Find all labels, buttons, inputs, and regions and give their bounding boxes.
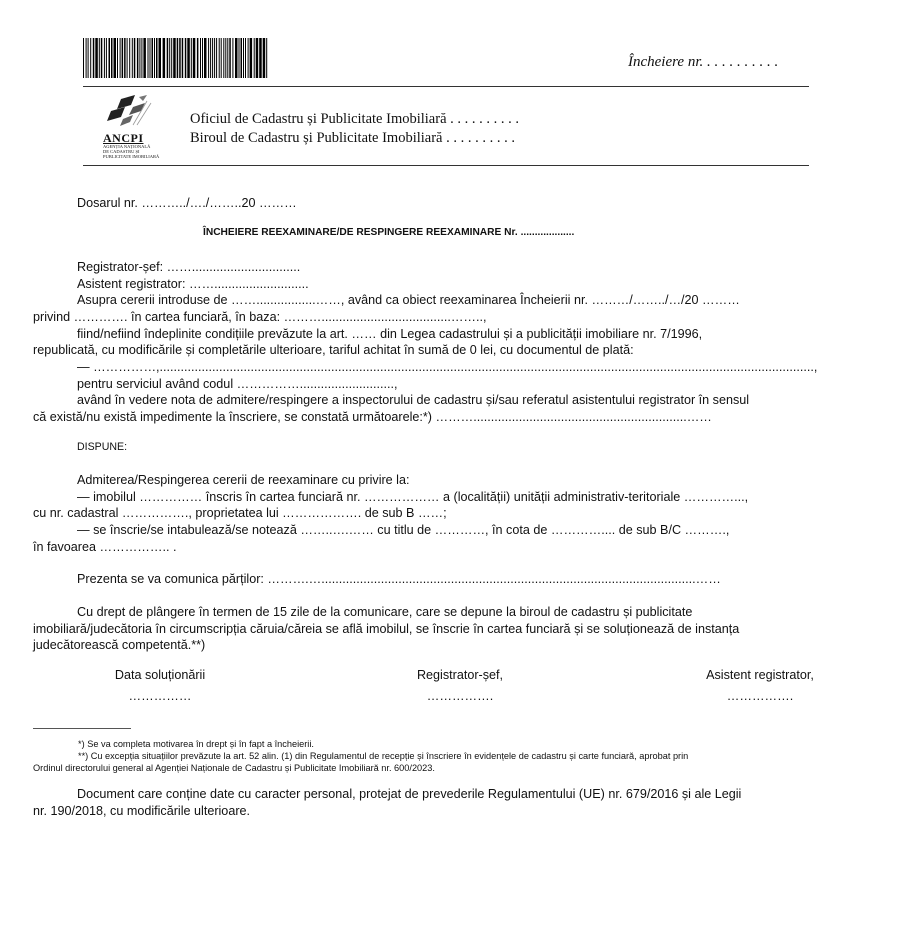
imobil-line-2: cu nr. cadastral ……………., proprietatea lui ………………. de sub B ……; — [33, 506, 447, 520]
inscrie-line-1: — se înscrie/se intabulează/se notează ……..….…… cu titlu de …………, în cota de ………….... de sub B/C ………., — [77, 523, 730, 537]
header-rule-top — [83, 86, 809, 87]
dosar-line: Dosarul nr. ………../…./……..20 ……… — [77, 196, 297, 210]
logo-subtext: AGENȚIA NAȚIONALĂ DE CADASTRU ȘI PUBLICITATE IMOBILIARĂ — [103, 144, 160, 159]
fiind-line-2: republicată, cu modificările și completările ulterioare, tariful achitat în sumă de 0 lei, cu documentul de plată: — [33, 343, 634, 357]
footnote-2-line-2: Ordinul directorului general al Agenției Naționale de Cadastru și Publicitate Imobiliară nr. 600/2023. — [33, 763, 435, 773]
fiind-line-1: fiind/nefiind îndeplinite condițiile prevăzute la art. …… din Legea cadastrului și a publicității imobiliare nr. 7/1996, — [77, 327, 703, 341]
logo-text: ANCPI — [103, 131, 144, 145]
signature-asistent-label: Asistent registrator, — [706, 668, 814, 682]
dispune-heading: DISPUNE: — [77, 441, 128, 453]
serviciu-line: pentru serviciul având codul ……………..........................., — [77, 377, 398, 391]
avand-line-2: că există/nu există impedimente la înscriere, se constată următoarele:*) ……….............................................................…… — [33, 410, 712, 424]
inscrie-line-2: în favoarea …………….. . — [33, 540, 177, 554]
footnote-1: *) Se va completa motivarea în drept și în fapt a încheierii. — [78, 739, 314, 749]
asupra-line-1: Asupra cererii introduse de …….................……, având ca obiect reexaminarea Încheierii nr. ………/……../…/20 ……… — [77, 293, 740, 307]
signature-registrator-label: Registrator-șef, — [416, 668, 504, 682]
personal-data-notice-line-2: nr. 190/2018, cu modificările ulterioare. — [33, 804, 251, 818]
office-line-2: Biroul de Cadastru și Publicitate Imobiliară . . . . . . . . . . — [190, 130, 515, 146]
plangere-line-1: Cu drept de plângere în termen de 15 zile de la comunicare, care se depune la biroul de cadastru și publicitate — [77, 605, 693, 619]
imobil-line-1: — imobilul …………… înscris în cartea funciară nr. ……………… a (localității) unității administrativ-teritoriale …………..., — [77, 490, 749, 504]
asupra-line-2: privind …………. în cartea funciară, în baza: ……….....................................…….., — [33, 310, 487, 324]
signature-asistent-dots: ……………. — [726, 689, 794, 703]
prezenta-line: Prezenta se va comunica părților: ……….…...........................................................................................................…… — [77, 572, 721, 586]
document-heading: ÎNCHEIERE REEXAMINARE/DE RESPINGERE REEXAMINARE Nr. ................... — [203, 227, 575, 238]
personal-data-notice-line-1: Document care conține date cu caracter personal, protejat de prevederile Regulamentului (UE) nr. 679/2016 și ale Legii — [77, 787, 742, 801]
footnote-separator — [33, 728, 131, 729]
admiterea-line: Admiterea/Respingerea cererii de reexaminare cu privire la: — [77, 473, 410, 487]
signature-data-label: Data soluționării — [114, 668, 206, 682]
incheiere-title: Încheiere nr. . . . . . . . . . . — [628, 54, 779, 70]
avand-line-1: având în vedere nota de admitere/respingere a inspectorului de cadastru și/sau referatul asistentului registrator în sensul — [77, 393, 750, 407]
office-line-1: Oficiul de Cadastru și Publicitate Imobiliară . . . . . . . . . . — [190, 111, 520, 127]
signature-registrator-dots: ……………. — [426, 689, 494, 703]
barcode — [83, 38, 270, 83]
plangere-line-3: judecătorească competentă.**) — [33, 638, 206, 652]
footnote-2-line-1: **) Cu excepția situațiilor prevăzute la art. 52 alin. (1) din Regulamentul de recepție și înscriere în evidențele de cadastru și carte funciară, aprobat prin — [78, 751, 689, 761]
signature-data-dots: …………… — [128, 689, 192, 703]
asistent-registrator-line: Asistent registrator: ……........................... — [77, 277, 309, 291]
header-rule-bottom — [83, 165, 809, 166]
registrator-sef-line: Registrator-șef: ……............................... — [77, 260, 301, 274]
payment-dash-line: — ……………,..........................................................................................................................................................................................., — [77, 360, 818, 374]
plangere-line-2: imobiliară/judecătoria în circumscripția căruia/căreia se află imobilul, se înscrie în cartea funciară și se soluționează de instanța — [33, 622, 740, 636]
